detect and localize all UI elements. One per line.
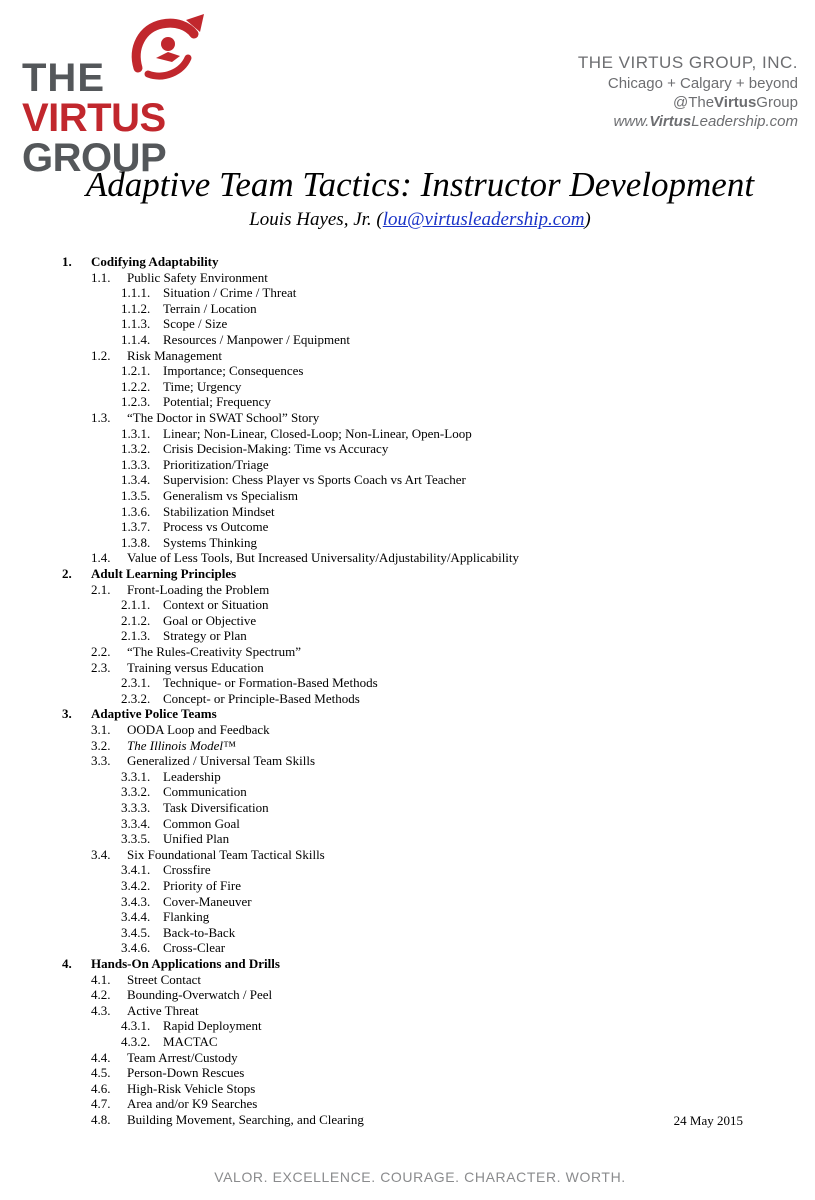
- outline-item-level-2: [0, 1081, 815, 1097]
- company-website: [578, 112, 798, 131]
- outline-item-number: 1.1.: [91, 269, 111, 285]
- outline-item-text: Resources / Manpower / Equipment: [163, 332, 351, 347]
- outline-item-number: 2.1.1.: [121, 597, 151, 613]
- outline-item-level-3: [0, 816, 815, 832]
- document-title: Adaptive Team Tactics: Instructor Development: [85, 165, 755, 204]
- outline-item-level-3: [0, 285, 815, 301]
- outline-item-level-2: [0, 270, 815, 286]
- outline-item-level-2: [0, 722, 815, 738]
- outline-item-number: 1.1.3.: [121, 316, 151, 332]
- document-author: [0, 208, 815, 232]
- document-date: 24 May 2015: [673, 1113, 743, 1128]
- outline-item-text: Task Diversification: [163, 800, 269, 815]
- outline-item-text: OODA Loop and Feedback: [127, 722, 270, 737]
- outline-item-number: 1.4.: [91, 550, 111, 566]
- outline-item-text: Street Contact: [127, 971, 202, 987]
- outline-item-number: 4.: [62, 956, 72, 971]
- outline-item-level-2: [0, 1003, 815, 1019]
- outline-item-text: Situation / Crime / Threat: [163, 285, 297, 301]
- outline-item-level-2: [0, 660, 815, 676]
- outline-item-level-2: [0, 753, 815, 769]
- outline-item-number: 1.1.1.: [121, 285, 151, 301]
- outline-item-number: 3.: [62, 706, 72, 722]
- outline-item-text: Team Arrest/Custody: [127, 1049, 238, 1065]
- outline-item-level-2: [0, 1050, 815, 1066]
- outline-item-number: 3.4.2.: [121, 878, 151, 893]
- outline-item-number: 2.: [62, 566, 72, 581]
- outline-item-number: 2.1.: [91, 581, 111, 597]
- outline-item-number: 2.1.2.: [121, 612, 151, 628]
- outline-item-number: 4.5.: [91, 1065, 111, 1081]
- outline-item-number: 3.4.: [91, 846, 111, 862]
- outline-item-number: 4.8.: [91, 1112, 111, 1127]
- web-suffix: Leadership.com: [691, 113, 798, 130]
- outline-item-text: Terrain / Location: [163, 300, 257, 316]
- outline-item-number: 3.3.: [91, 753, 111, 769]
- outline-item-level-2: [0, 582, 815, 598]
- outline-item-level-1: [0, 254, 815, 270]
- outline-item-text: Common Goal: [163, 815, 240, 831]
- outline-item-text: Goal or Objective: [163, 612, 257, 628]
- outline-item-level-3: [0, 441, 815, 457]
- outline-item-number: 2.3.2.: [121, 690, 151, 706]
- outline-item-level-2: [0, 738, 815, 754]
- outline-item-level-2: [0, 987, 815, 1003]
- outline-item-text: Strategy or Plan: [163, 628, 247, 644]
- logo-text-group: GROUP: [22, 136, 167, 180]
- outline-item-level-3: [0, 675, 815, 691]
- web-bold: Virtus: [649, 113, 692, 130]
- outline-item-level-3: [0, 831, 815, 847]
- logo-text-the: THE: [22, 56, 105, 100]
- outline-item-level-3: [0, 488, 815, 504]
- author-email-link[interactable]: lou@virtusleadership.com: [382, 209, 585, 230]
- outline-item-number: 1.3.1.: [121, 425, 151, 441]
- virtus-group-logo: [20, 14, 270, 180]
- outline-item-number: 1.3.: [91, 410, 111, 425]
- outline-item-level-3: [0, 628, 815, 644]
- outline-item-number: 1.3.5.: [121, 488, 151, 503]
- outline-item-text: Technique- or Formation-Based Methods: [163, 675, 378, 691]
- outline-item-text: Generalism vs Specialism: [163, 488, 299, 503]
- outline-item-text: Cross-Clear: [163, 940, 226, 956]
- outline-item-text: Front-Loading the Problem: [127, 581, 270, 597]
- outline-item-text: Cover-Maneuver: [163, 893, 252, 909]
- outline-item-level-3: [0, 769, 815, 785]
- outline-item-number: 2.2.: [91, 644, 111, 659]
- outline-item-number: 4.3.2.: [121, 1034, 151, 1049]
- outline-item-text: Area and/or K9 Searches: [127, 1096, 258, 1112]
- outline-item-text: “The Doctor in SWAT School” Story: [127, 410, 320, 425]
- outline-item-text: Person-Down Rescues: [127, 1065, 245, 1081]
- outline-item-text: Prioritization/Triage: [163, 456, 269, 472]
- outline-item-number: 4.3.1.: [121, 1018, 151, 1034]
- outline-item-level-3: [0, 894, 815, 910]
- outline-item-level-2: [0, 972, 815, 988]
- outline-item-text: “The Rules-Creativity Spectrum”: [127, 644, 302, 659]
- outline-item-text: Crossfire: [163, 862, 211, 878]
- company-name: THE VIRTUS GROUP, INC.: [577, 53, 798, 72]
- outline-item-text: Importance; Consequences: [163, 363, 304, 379]
- outline-item-level-2: [0, 550, 815, 566]
- outline-item-number: 3.4.1.: [121, 862, 151, 878]
- outline-item-number: 3.4.6.: [121, 940, 151, 956]
- outline-item-number: 1.3.4.: [121, 472, 151, 488]
- outline-item-level-3: [0, 457, 815, 473]
- company-locations: Chicago + Calgary + beyond: [607, 75, 798, 92]
- outline-item-level-3: [0, 691, 815, 707]
- outline-item-text: Context or Situation: [163, 597, 269, 613]
- outline-item-number: 1.3.3.: [121, 456, 151, 472]
- outline-item-text: Adaptive Police Teams: [91, 706, 217, 722]
- outline-item-number: 2.3.1.: [121, 675, 151, 691]
- outline-item-text: Unified Plan: [163, 831, 230, 847]
- outline-item-text: Concept- or Principle-Based Methods: [163, 690, 360, 706]
- outline-item-number: 3.1.: [91, 722, 111, 737]
- outline-item-number: 3.4.3.: [121, 893, 151, 909]
- author-name: Louis Hayes, Jr. (: [249, 209, 383, 230]
- outline-item-level-3: [0, 1034, 815, 1050]
- outline-item-level-3: [0, 332, 815, 348]
- outline-item-text: Supervision: Chess Player vs Sports Coach vs Art Teacher: [163, 472, 466, 488]
- outline-item-text: Communication: [163, 784, 247, 800]
- outline-item-number: 2.1.3.: [121, 628, 151, 644]
- outline-item-number: 4.3.: [91, 1002, 111, 1018]
- outline-item-level-2: [0, 1096, 815, 1112]
- outline-item-text: Rapid Deployment: [163, 1018, 262, 1034]
- outline-item-number: 1.3.8.: [121, 534, 151, 550]
- company-handle: [578, 93, 798, 112]
- outline-item-number: 1.3.2.: [121, 441, 151, 457]
- outline-item-level-3: [0, 909, 815, 925]
- outline-item-number: 1.1.2.: [121, 300, 151, 316]
- outline-item-level-1: [0, 956, 815, 972]
- outline-item-number: 1.3.7.: [121, 519, 151, 535]
- outline-item-level-3: [0, 535, 815, 551]
- outline-item-number: 2.3.: [91, 659, 111, 675]
- outline-item-number: 4.1.: [91, 971, 111, 987]
- outline-item-text: Risk Management: [127, 347, 222, 363]
- outline-item-level-3: [0, 925, 815, 941]
- outline-item-level-3: [0, 940, 815, 956]
- footer-tagline: VALOR. EXCELLENCE. COURAGE. CHARACTER. WORTH.: [214, 1169, 626, 1185]
- outline-item-level-2: [0, 348, 815, 364]
- outline-item-number: 1.3.6.: [121, 503, 151, 519]
- outline-item-text: Six Foundational Team Tactical Skills: [127, 846, 325, 862]
- outline-item-text: MACTAC: [163, 1034, 218, 1049]
- outline-item-level-1: [0, 706, 815, 722]
- outline-item-number: 3.3.4.: [121, 815, 151, 831]
- outline-item-level-2: [0, 1065, 815, 1081]
- outline-item-level-3: [0, 504, 815, 520]
- outline-item-number: 4.6.: [91, 1080, 111, 1096]
- outline-item-number: 1.2.1.: [121, 363, 151, 379]
- outline-item-text: Generalized / Universal Team Skills: [127, 753, 316, 769]
- outline-item-text: High-Risk Vehicle Stops: [127, 1080, 256, 1096]
- outline-item-level-2: [0, 644, 815, 660]
- handle-suffix: Group: [756, 94, 798, 111]
- outline-item-text: Stabilization Mindset: [163, 503, 275, 519]
- outline-item-text: Systems Thinking: [163, 534, 258, 550]
- outline-item-text: Priority of Fire: [163, 878, 241, 893]
- outline-item-level-3: [0, 862, 815, 878]
- outline-item-number: 3.4.4.: [121, 909, 151, 925]
- outline-item-text: Adult Learning Principles: [91, 566, 237, 581]
- company-info: [578, 52, 798, 131]
- outline-item-level-3: [0, 800, 815, 816]
- outline-item-number: 1.1.4.: [121, 332, 151, 347]
- outline-item-level-3: [0, 301, 815, 317]
- outline-item-number: 3.3.1.: [121, 768, 151, 784]
- outline-item-text: Leadership: [163, 768, 221, 784]
- outline-item-level-3: [0, 878, 815, 894]
- outline-item-text: Building Movement, Searching, and Clearing: [127, 1112, 364, 1127]
- outline-item-text: Training versus Education: [127, 659, 264, 675]
- outline-item-text: Potential; Frequency: [163, 394, 271, 410]
- outline-item-number: 3.3.5.: [121, 831, 151, 847]
- outline-item-text: Bounding-Overwatch / Peel: [127, 987, 273, 1003]
- outline-item-text: Back-to-Back: [163, 924, 236, 940]
- outline-item-level-1: [0, 566, 815, 582]
- outline-item-number: 4.7.: [91, 1096, 111, 1112]
- outline-item-level-3: [0, 472, 815, 488]
- outline-item-level-3: [0, 363, 815, 379]
- outline-item-level-3: [0, 379, 815, 395]
- outline-item-text: Time; Urgency: [163, 378, 242, 394]
- outline-item-text: Active Threat: [127, 1002, 199, 1018]
- logo-text-virtus: VIRTUS: [22, 96, 166, 140]
- outline-item-level-3: [0, 316, 815, 332]
- outline-item-text: Flanking: [163, 909, 210, 925]
- outline-item-number: 1.2.2.: [121, 378, 151, 394]
- outline-item-number: 1.2.3.: [121, 394, 151, 410]
- outline-item-text: Value of Less Tools, But Increased Universality/Adjustability/Applicability: [127, 550, 520, 566]
- outline-item-level-3: [0, 426, 815, 442]
- outline-item-text: Scope / Size: [163, 316, 228, 332]
- outline-item-number: 3.3.3.: [121, 800, 151, 815]
- outline-item-level-2: [0, 847, 815, 863]
- outline-item-text: Crisis Decision-Making: Time vs Accuracy: [163, 441, 389, 457]
- outline-item-level-3: [0, 784, 815, 800]
- outline-item-number: 4.4.: [91, 1049, 111, 1065]
- outline-item-number: 3.4.5.: [121, 924, 151, 940]
- outline-item-level-3: [0, 613, 815, 629]
- outline-item-level-3: [0, 394, 815, 410]
- outline-item-text: Codifying Adaptability: [91, 254, 219, 269]
- outline-item-number: 3.3.2.: [121, 784, 151, 800]
- outline-item-level-3: [0, 1018, 815, 1034]
- outline-item-level-2: [0, 410, 815, 426]
- outline-item-level-3: [0, 597, 815, 613]
- logo-figure-icon: [128, 14, 208, 86]
- outline-item-text: The Illinois Model™: [127, 737, 236, 753]
- outline-item-level-3: [0, 519, 815, 535]
- outline-item-number: 1.: [62, 254, 72, 269]
- handle-prefix: @The: [672, 94, 715, 111]
- author-suffix: ): [584, 209, 591, 230]
- outline-item-text: Hands-On Applications and Drills: [91, 956, 280, 971]
- web-prefix: www.: [613, 113, 650, 130]
- outline-item-text: Process vs Outcome: [163, 519, 269, 535]
- outline-item-number: 4.2.: [91, 987, 111, 1003]
- outline-item-number: 1.2.: [91, 347, 111, 363]
- outline-item-text: Linear; Non-Linear, Closed-Loop; Non-Linear, Open-Loop: [163, 425, 472, 441]
- outline-item-number: 3.2.: [91, 737, 111, 753]
- outline-item-text: Public Safety Environment: [127, 269, 268, 285]
- handle-bold: Virtus: [714, 94, 757, 111]
